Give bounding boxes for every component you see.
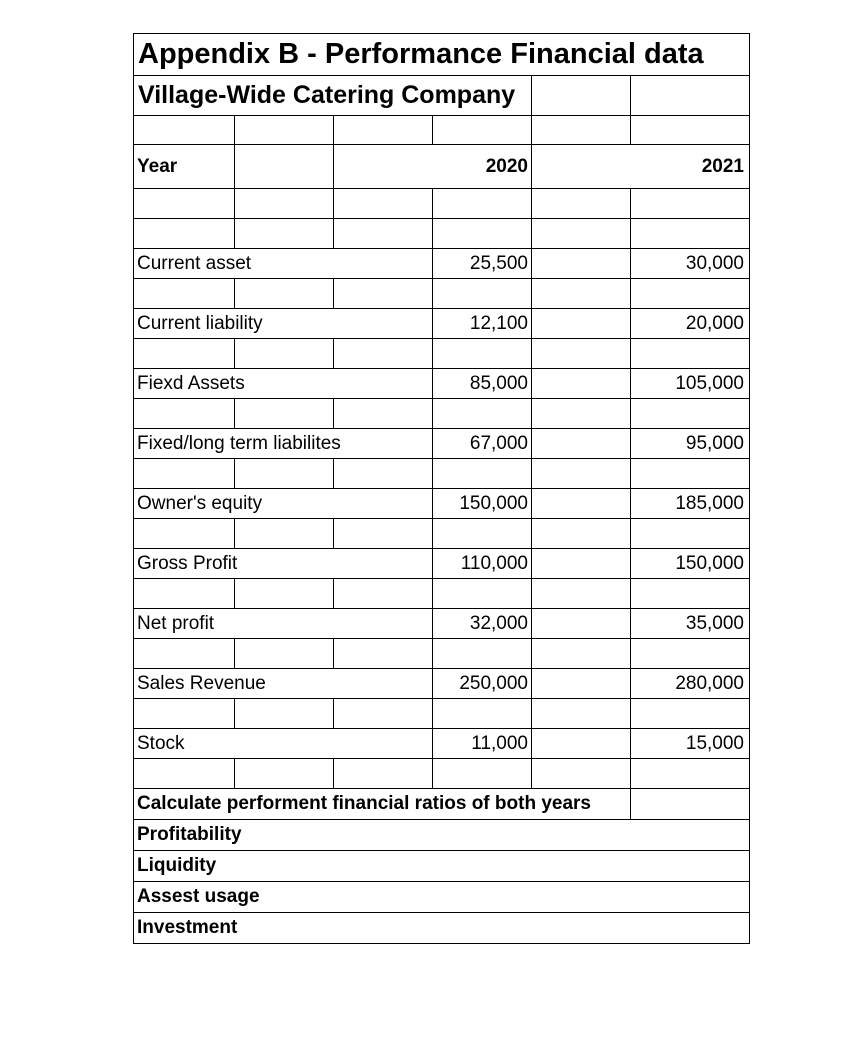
section-row-investment (134, 912, 749, 943)
value-2020: 110,000 (460, 552, 528, 574)
data-row (134, 428, 749, 458)
data-row (134, 248, 749, 278)
row-label: Fiexd Assets (137, 372, 245, 394)
blank-row (134, 115, 749, 144)
value-2020: 12,100 (469, 312, 528, 334)
data-row (134, 608, 749, 638)
value-2021: 95,000 (685, 432, 744, 454)
value-2021: 150,000 (675, 552, 744, 574)
instruction-row (134, 788, 749, 819)
value-2020: 250,000 (459, 672, 528, 694)
blank-row (134, 188, 749, 218)
blank-row (134, 458, 749, 488)
blank-row (134, 758, 749, 788)
section-row-liquidity (134, 850, 749, 881)
year-header-row (134, 144, 749, 188)
data-row (134, 668, 749, 698)
row-label: Gross Profit (137, 552, 238, 574)
value-2021: 280,000 (675, 672, 744, 694)
financial-data-sheet (133, 33, 750, 944)
sheet-title: Appendix B - Performance Financial data (138, 38, 704, 70)
data-row (134, 728, 749, 758)
blank-row (134, 398, 749, 428)
row-label: Sales Revenue (137, 672, 266, 694)
year-2020: 2020 (485, 155, 528, 177)
value-2021: 105,000 (675, 372, 744, 394)
section-row-profitability (134, 819, 749, 850)
row-label: Fixed/long term liabilites (137, 432, 341, 454)
value-2020: 11,000 (471, 732, 528, 754)
row-label: Net profit (137, 612, 215, 634)
blank-row (134, 338, 749, 368)
row-label: Owner's equity (137, 492, 263, 514)
row-label: Stock (137, 732, 185, 754)
value-2020: 25,500 (469, 252, 528, 274)
data-row (134, 368, 749, 398)
row-label: Current liability (137, 312, 263, 334)
value-2021: 20,000 (685, 312, 744, 334)
section-label: Profitability (137, 824, 242, 845)
title-row (134, 33, 749, 75)
value-2021: 35,000 (685, 612, 744, 634)
value-2021: 15,000 (685, 732, 744, 754)
year-label: Year (137, 155, 178, 177)
blank-row (134, 698, 749, 728)
data-row (134, 548, 749, 578)
value-2021: 185,000 (675, 492, 744, 514)
value-2020: 85,000 (469, 372, 528, 394)
blank-row (134, 278, 749, 308)
row-label: Current asset (137, 252, 252, 274)
data-row (134, 488, 749, 518)
section-label: Assest usage (137, 886, 260, 907)
company-row (134, 75, 749, 115)
value-2020: 150,000 (459, 492, 528, 514)
section-label: Liquidity (137, 855, 217, 876)
company-name: Village-Wide Catering Company (138, 81, 516, 109)
blank-row (134, 638, 749, 668)
section-row-asset-usage (134, 881, 749, 912)
blank-row (134, 578, 749, 608)
year-2021: 2021 (701, 155, 744, 177)
section-label: Investment (137, 917, 238, 938)
data-row (134, 308, 749, 338)
value-2021: 30,000 (685, 252, 744, 274)
value-2020: 67,000 (469, 432, 528, 454)
value-2020: 32,000 (469, 612, 528, 634)
blank-row (134, 218, 749, 248)
instruction-text: Calculate performent financial ratios of both years (137, 793, 591, 814)
blank-row (134, 518, 749, 548)
